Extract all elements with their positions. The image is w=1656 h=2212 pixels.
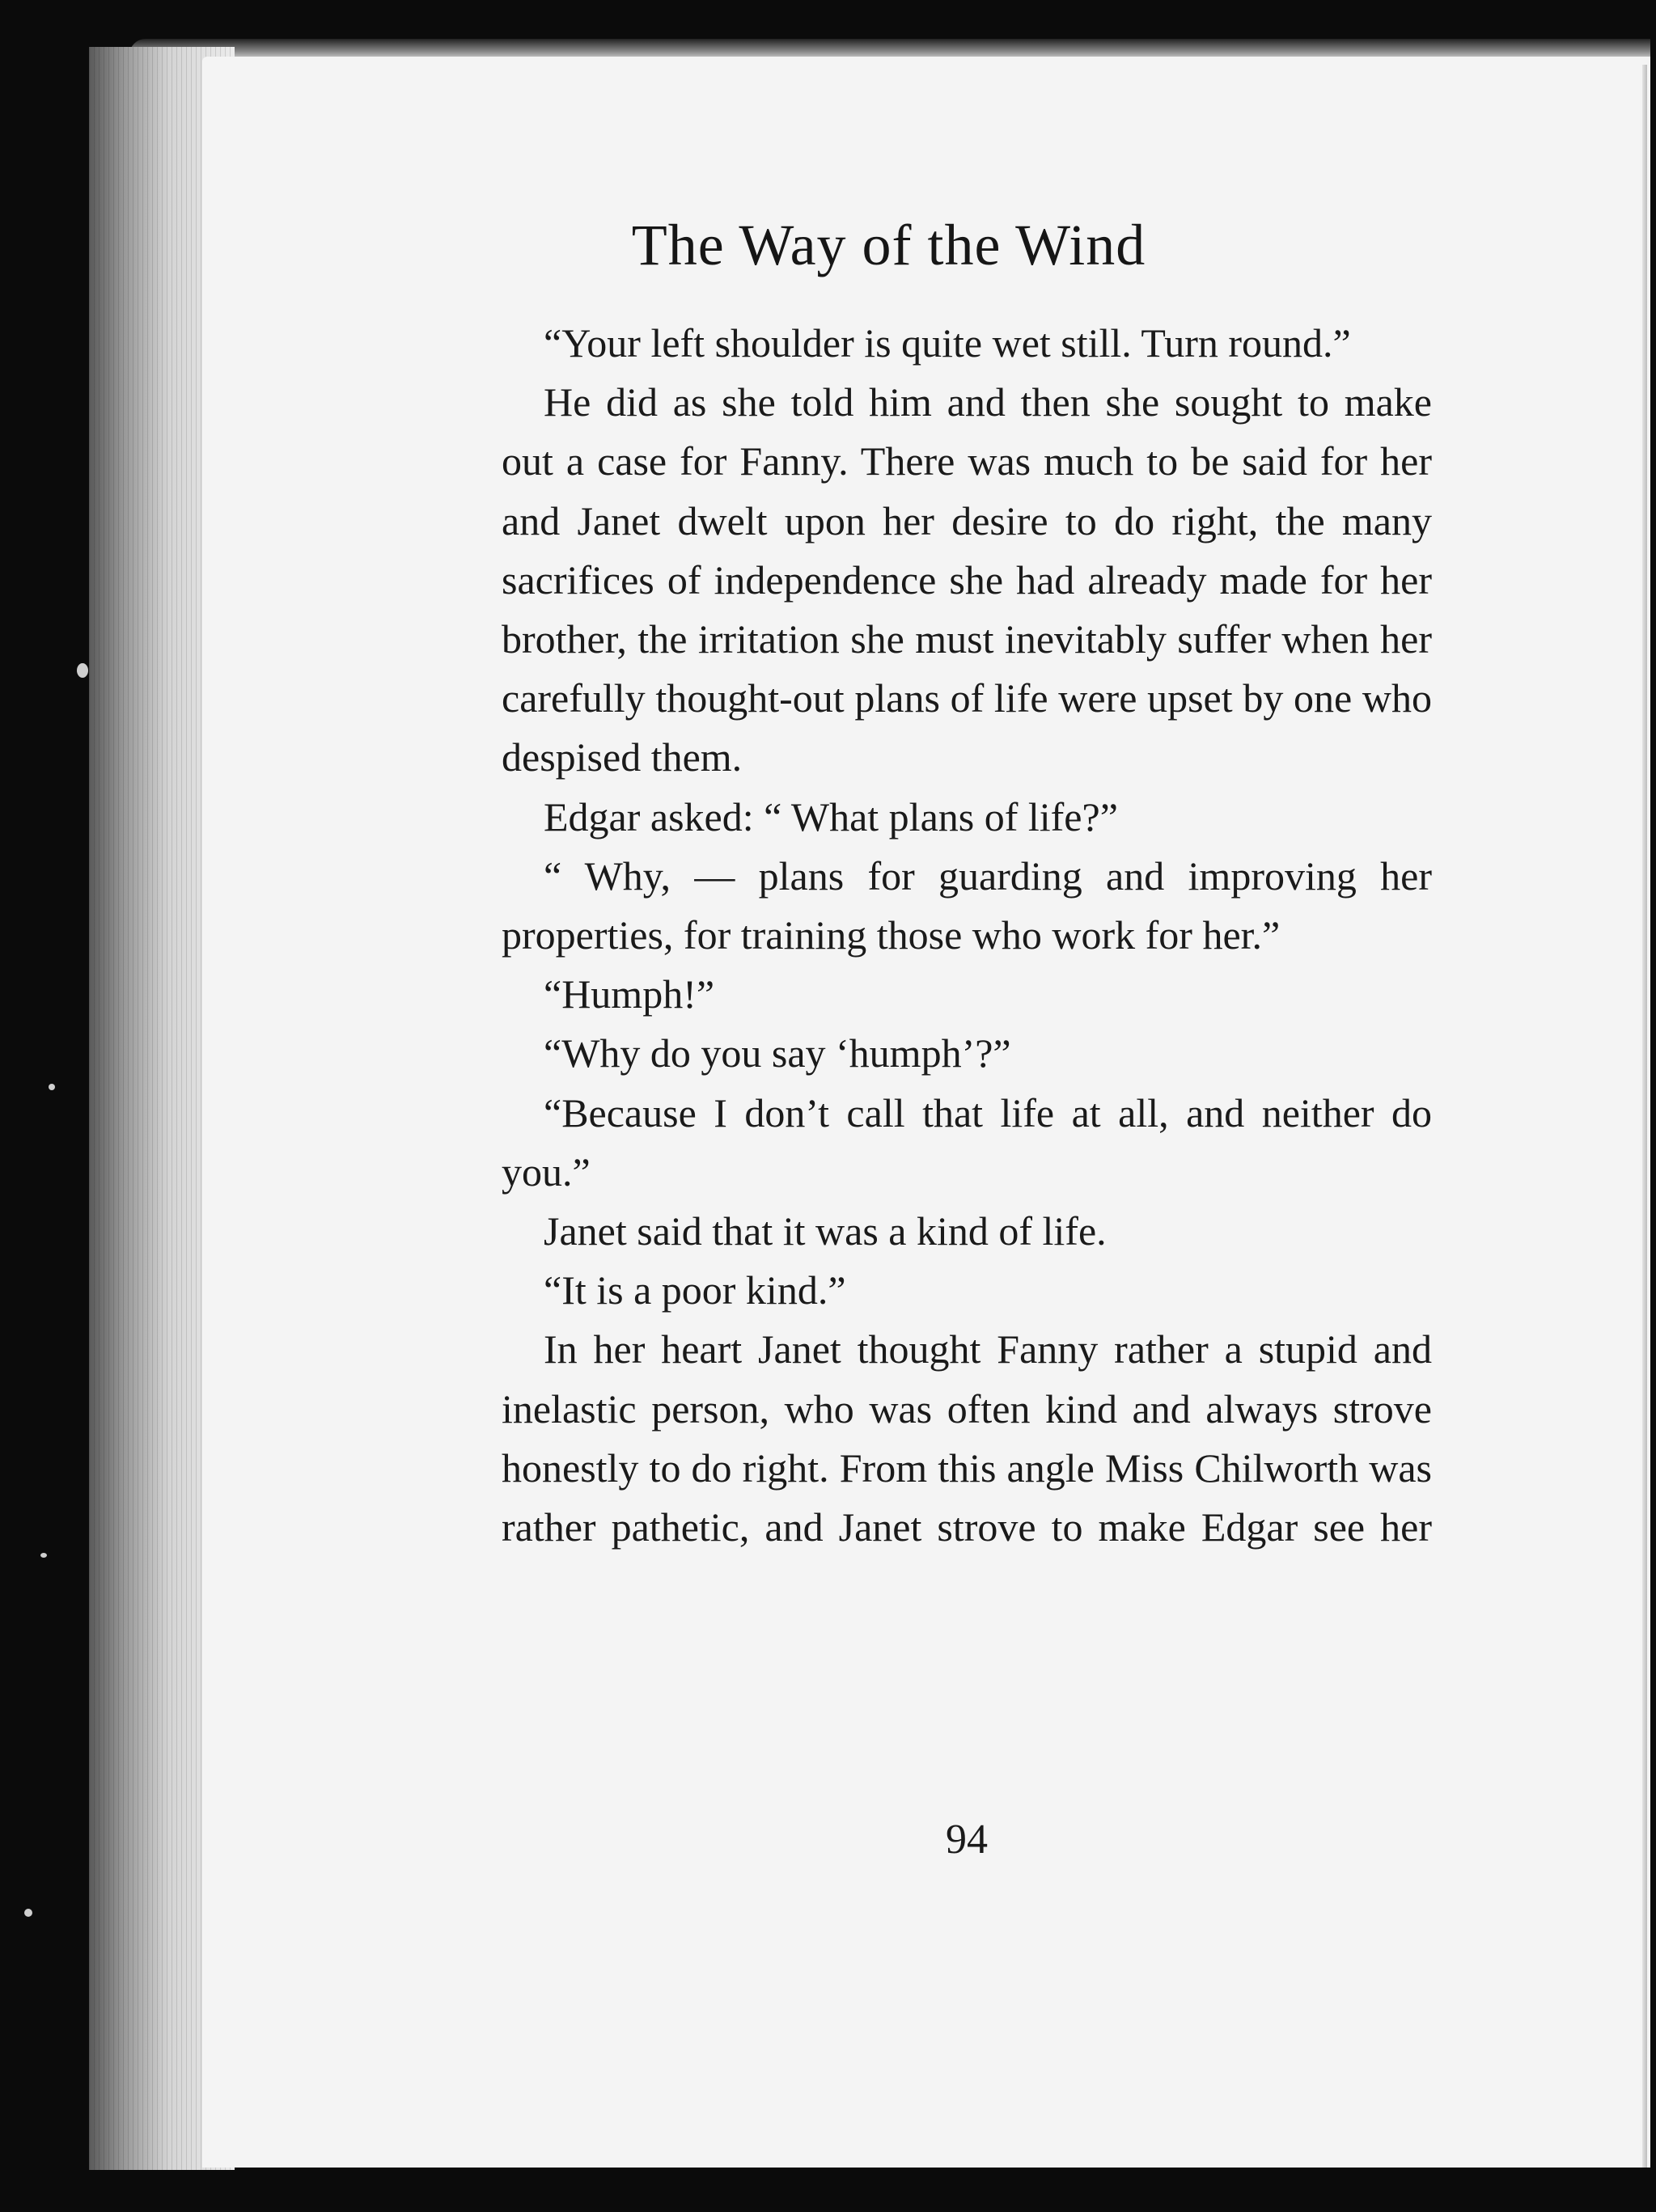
running-head: The Way of the Wind <box>631 213 1146 277</box>
paragraph: In her heart Janet thought Fanny rather a stupid and inelastic person, who was often kind and always strove honestly to do right. From this angle Miss Chilworth was rather pathetic, and Janet strove to make Edgar see her <box>502 1326 1432 1550</box>
paragraph: “It is a poor kind.” <box>544 1267 846 1313</box>
scan-speck <box>24 1909 32 1917</box>
paragraph: He did as she told him and then she sought to make out a case for Fanny. There was much to be said for her and Janet dwelt upon her desire to do right, the many sacrifices of independence she had already made for her brother, the irritation she must inevitably suffer when her carefully thought-out plans of life were upset by one who despised them. <box>502 379 1432 780</box>
paragraph: “ Why, — plans for guarding and improving her properties, for training those who work for her.” <box>502 852 1432 958</box>
scan-speck <box>49 1084 55 1090</box>
paragraph: Janet said that it was a kind of life. <box>544 1208 1107 1254</box>
paragraph: Edgar asked: “ What plans of life?” <box>544 793 1118 840</box>
paragraph: “Why do you say ‘humph’?” <box>544 1030 1011 1076</box>
body-text <box>502 314 1432 1557</box>
page-number: 94 <box>946 1817 988 1863</box>
paragraph: “Humph!” <box>544 971 715 1017</box>
paragraph: “Because I don’t call that life at all, and neither do you.” <box>502 1089 1432 1195</box>
scan-speck <box>77 663 88 678</box>
scan-speck <box>40 1553 47 1558</box>
paragraph: “Your left shoulder is quite wet still. Turn round.” <box>544 320 1351 366</box>
page-right-edge <box>1642 65 1647 2168</box>
